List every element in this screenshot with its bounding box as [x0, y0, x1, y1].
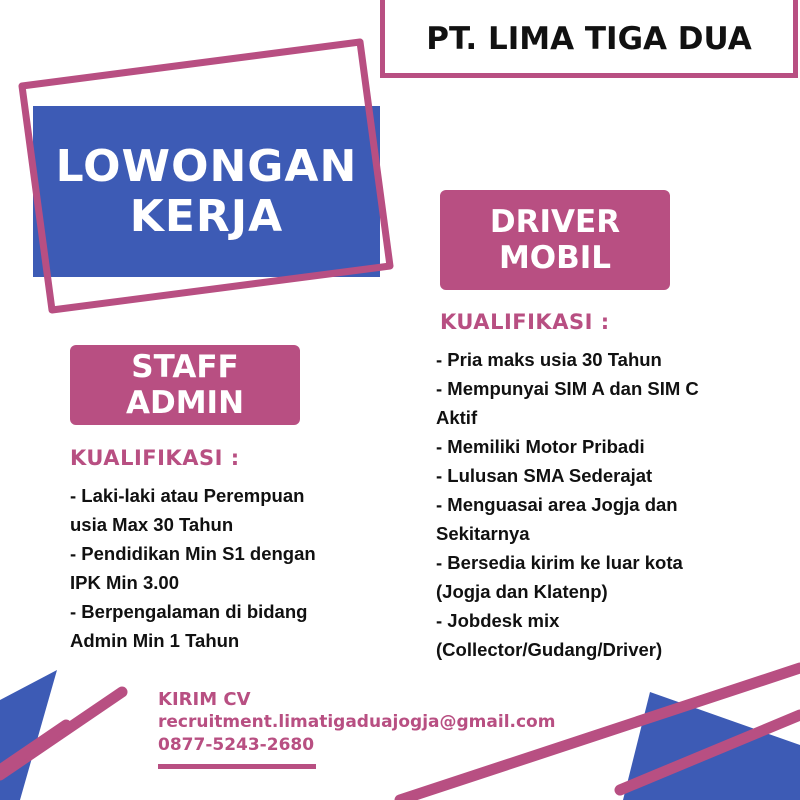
position-badge-driver-mobil — [440, 190, 670, 290]
list-item: IPK Min 3.00 — [70, 572, 179, 593]
list-item: (Jogja dan Klatenp) — [436, 581, 608, 602]
list-item: (Collector/Gudang/Driver) — [436, 639, 663, 660]
badge-line: ADMIN — [125, 385, 245, 421]
list-item: Sekitarnya — [436, 523, 530, 544]
list-item: usia Max 30 Tahun — [70, 514, 234, 535]
contact-email[interactable]: recruitment.limatigaduajogja@gmail.com — [158, 712, 556, 732]
list-item: - Jobdesk mix — [436, 610, 560, 631]
list-item: - Mempunyai SIM A dan SIM C — [436, 378, 699, 399]
qualification-list-staff-admin — [70, 481, 316, 655]
badge-line: MOBIL — [498, 240, 612, 276]
qualification-label: KUALIFIKASI : — [70, 446, 240, 470]
hero-title — [33, 106, 380, 277]
position-badge-staff-admin — [70, 345, 300, 425]
qualification-list-driver-mobil — [436, 345, 699, 664]
list-item: Aktif — [436, 407, 478, 428]
list-item: Admin Min 1 Tahun — [70, 630, 240, 651]
hero-line-2: KERJA — [129, 190, 284, 242]
contact-label: KIRIM CV — [158, 689, 251, 710]
list-item: - Berpengalaman di bidang — [70, 601, 308, 622]
contact-block — [158, 688, 555, 757]
badge-line: DRIVER — [489, 204, 621, 240]
list-item: - Laki-laki atau Perempuan — [70, 485, 305, 506]
company-name: PT. LIMA TIGA DUA — [426, 21, 752, 57]
list-item: - Memiliki Motor Pribadi — [436, 436, 645, 457]
list-item: - Bersedia kirim ke luar kota — [436, 552, 683, 573]
list-item: - Pria maks usia 30 Tahun — [436, 349, 662, 370]
list-item: - Menguasai area Jogja dan — [436, 494, 678, 515]
list-item: - Pendidikan Min S1 dengan — [70, 543, 316, 564]
contact-phone[interactable]: 0877-5243-2680 — [158, 735, 315, 755]
qualification-label: KUALIFIKASI : — [440, 310, 610, 334]
badge-line: STAFF — [131, 349, 239, 385]
company-name-box — [380, 0, 798, 78]
contact-underline — [158, 764, 316, 769]
hero-line-1: LOWONGAN — [55, 140, 358, 192]
list-item: - Lulusan SMA Sederajat — [436, 465, 653, 486]
